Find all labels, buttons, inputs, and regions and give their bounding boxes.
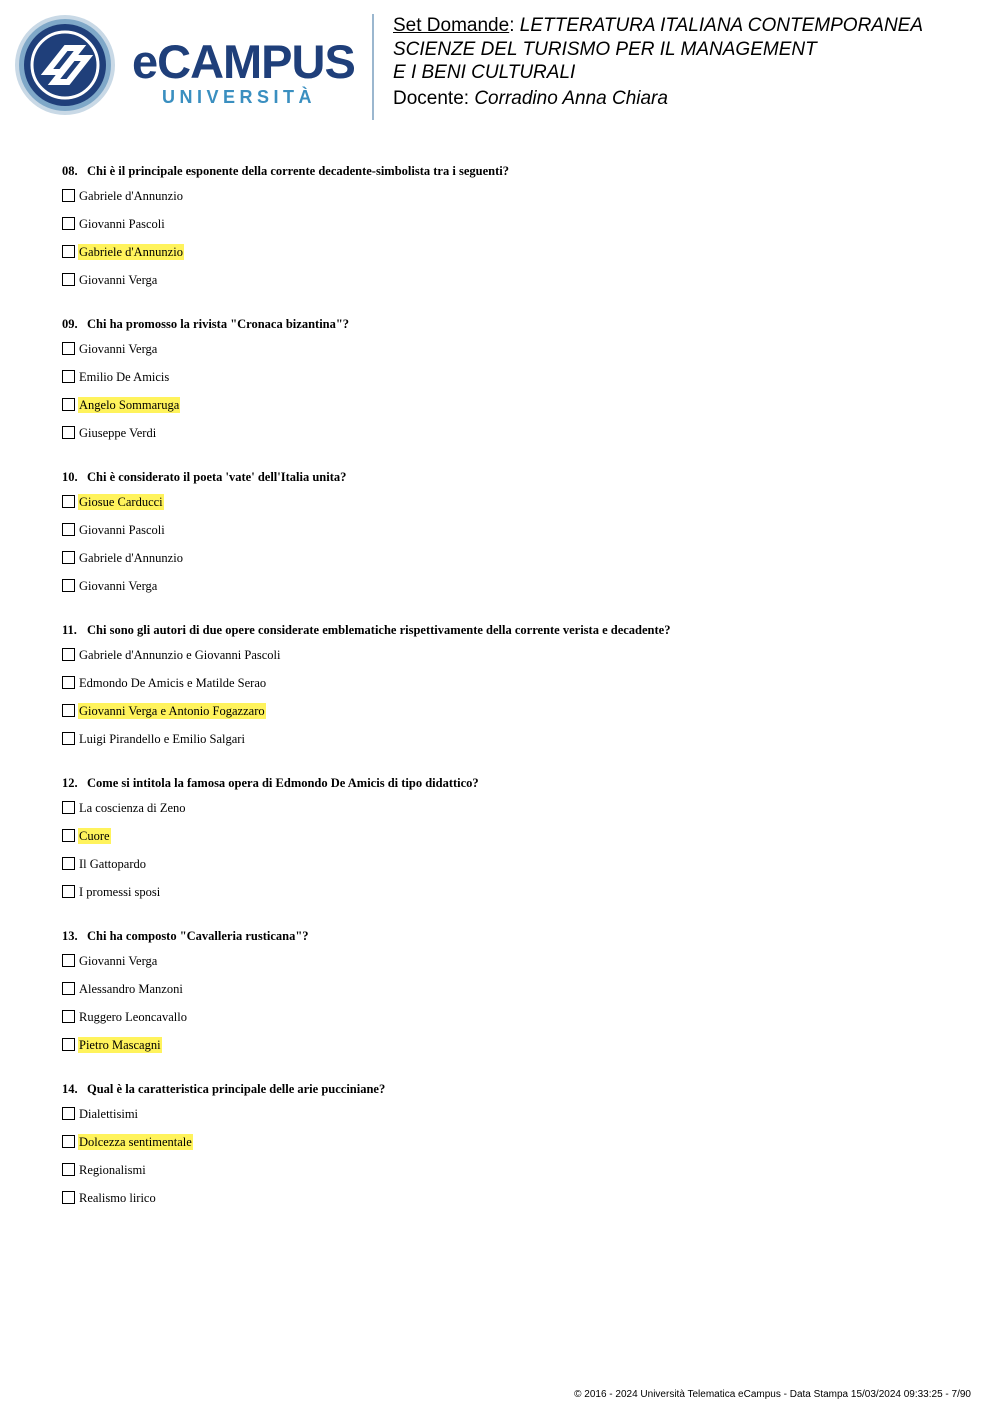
answer-option[interactable] <box>62 856 962 884</box>
answer-label: Emilio De Amicis <box>79 370 170 384</box>
checkbox[interactable] <box>62 1135 75 1148</box>
answer-options <box>62 341 962 453</box>
answer-label: Dialettisimi <box>79 1107 139 1121</box>
checkbox[interactable] <box>62 342 75 355</box>
answer-option[interactable] <box>62 1162 962 1190</box>
answer-option[interactable] <box>62 675 962 703</box>
question-title <box>62 315 962 333</box>
answer-option[interactable] <box>62 1134 962 1162</box>
checkbox[interactable] <box>62 732 75 745</box>
question-text: Chi è il principale esponente della corrente decadente-simbolista tra i seguenti? <box>87 164 509 178</box>
checkbox[interactable] <box>62 426 75 439</box>
docente-name: Corradino Anna Chiara <box>474 87 668 109</box>
answer-option[interactable] <box>62 1190 962 1218</box>
checkbox[interactable] <box>62 1038 75 1051</box>
question-number: 09. <box>62 317 78 331</box>
answer-option[interactable] <box>62 953 962 981</box>
checkbox[interactable] <box>62 885 75 898</box>
answer-option[interactable] <box>62 981 962 1009</box>
checkbox[interactable] <box>62 1010 75 1023</box>
answer-option[interactable] <box>62 578 962 606</box>
answer-label: Giovanni Verga <box>79 342 158 356</box>
checkbox[interactable] <box>62 551 75 564</box>
question-spacer <box>62 300 962 315</box>
question-text: Chi è considerato il poeta 'vate' dell'Italia unita? <box>87 470 347 484</box>
answer-option[interactable] <box>62 216 962 244</box>
answer-option[interactable] <box>62 731 962 759</box>
question-spacer <box>62 759 962 774</box>
course-title-line2: SCIENZE DEL TURISMO PER IL MANAGEMENT <box>393 38 817 60</box>
answer-option[interactable] <box>62 1106 962 1134</box>
answer-option[interactable] <box>62 884 962 912</box>
checkbox[interactable] <box>62 704 75 717</box>
answer-label: Giuseppe Verdi <box>79 426 157 440</box>
question-block <box>62 468 962 621</box>
course-title-line1: LETTERATURA ITALIANA CONTEMPORANEA <box>519 15 924 36</box>
header-divider <box>372 14 374 120</box>
answer-option[interactable] <box>62 341 962 369</box>
question-block <box>62 774 962 927</box>
course-title-line3: E I BENI CULTURALI <box>393 62 576 83</box>
answer-option[interactable] <box>62 1009 962 1037</box>
answer-label: Gabriele d'Annunzio <box>79 551 183 565</box>
answer-options <box>62 647 962 759</box>
question-text: Chi sono gli autori di due opere considerate emblematiche rispettivamente della corrente verista e decadente? <box>87 623 671 637</box>
correct-answer-label: Giovanni Verga e Antonio Fogazzaro <box>79 704 265 718</box>
answer-label: La coscienza di Zeno <box>79 801 186 815</box>
answer-option[interactable] <box>62 550 962 578</box>
answer-option[interactable] <box>62 522 962 550</box>
answer-options <box>62 800 962 912</box>
question-number: 10. <box>62 470 78 484</box>
checkbox[interactable] <box>62 370 75 383</box>
answer-option[interactable] <box>62 828 962 856</box>
question-spacer <box>62 912 962 927</box>
checkbox[interactable] <box>62 829 75 842</box>
question-spacer <box>62 1065 962 1080</box>
logo-subtitle: UNIVERSITÀ <box>162 87 317 107</box>
question-block <box>62 621 962 774</box>
question-block <box>62 927 962 1080</box>
question-text: Chi ha composto "Cavalleria rusticana"? <box>87 929 309 943</box>
question-block <box>62 315 962 468</box>
checkbox[interactable] <box>62 245 75 258</box>
answer-label: Giovanni Verga <box>79 954 158 968</box>
checkbox[interactable] <box>62 398 75 411</box>
answer-options <box>62 1106 962 1218</box>
answer-label: I promessi sposi <box>79 885 161 899</box>
answer-label: Edmondo De Amicis e Matilde Serao <box>79 676 267 690</box>
question-text: Qual è la caratteristica principale delle arie pucciniane? <box>87 1082 386 1096</box>
question-title <box>62 774 962 792</box>
correct-answer-label: Gabriele d'Annunzio <box>79 245 183 259</box>
checkbox[interactable] <box>62 982 75 995</box>
checkbox[interactable] <box>62 801 75 814</box>
answer-option[interactable] <box>62 272 962 300</box>
question-spacer <box>62 606 962 621</box>
answer-option[interactable] <box>62 1037 962 1065</box>
question-title <box>62 927 962 945</box>
question-number: 13. <box>62 929 78 943</box>
set-row <box>393 14 923 38</box>
correct-answer-label: Cuore <box>79 829 110 843</box>
checkbox[interactable] <box>62 273 75 286</box>
answer-option[interactable] <box>62 397 962 425</box>
checkbox[interactable] <box>62 189 75 202</box>
question-title <box>62 468 962 486</box>
question-number: 14. <box>62 1082 78 1096</box>
answer-option[interactable] <box>62 647 962 675</box>
answer-option[interactable] <box>62 703 962 731</box>
answer-options <box>62 494 962 606</box>
answer-label: Giovanni Pascoli <box>79 523 165 537</box>
question-title <box>62 162 962 180</box>
question-block <box>62 162 962 315</box>
ecampus-logo-icon <box>14 14 116 116</box>
question-title <box>62 621 962 639</box>
answer-label: Realismo lirico <box>79 1191 156 1205</box>
answer-label: Gabriele d'Annunzio e Giovanni Pascoli <box>79 648 281 662</box>
question-spacer <box>62 453 962 468</box>
answer-option[interactable] <box>62 369 962 397</box>
logo-wordmark: eCAMPUS <box>132 35 355 88</box>
answer-label: Ruggero Leoncavallo <box>79 1010 187 1024</box>
checkbox[interactable] <box>62 857 75 870</box>
course-info <box>393 14 923 110</box>
set-label: Set Domande <box>393 15 510 36</box>
question-number: 11. <box>62 623 77 637</box>
question-list <box>62 162 962 1233</box>
checkbox[interactable] <box>62 523 75 536</box>
answer-option[interactable] <box>62 425 962 453</box>
answer-label: Giovanni Verga <box>79 579 158 593</box>
correct-answer-label: Pietro Mascagni <box>79 1038 161 1052</box>
checkbox[interactable] <box>62 579 75 592</box>
answer-options <box>62 188 962 300</box>
answer-label: Luigi Pirandello e Emilio Salgari <box>79 732 245 746</box>
answer-options <box>62 953 962 1065</box>
checkbox[interactable] <box>62 1191 75 1204</box>
correct-answer-label: Angelo Sommaruga <box>79 398 180 412</box>
answer-option[interactable] <box>62 800 962 828</box>
page-header <box>0 0 1000 130</box>
answer-option[interactable] <box>62 244 962 272</box>
answer-option[interactable] <box>62 188 962 216</box>
checkbox[interactable] <box>62 648 75 661</box>
question-text: Chi ha promosso la rivista "Cronaca bizantina"? <box>87 317 350 331</box>
question-spacer <box>62 1218 962 1233</box>
docente-label: Docente: <box>393 87 470 109</box>
set-separator: : <box>509 15 515 36</box>
answer-label: Gabriele d'Annunzio <box>79 189 183 203</box>
answer-option[interactable] <box>62 494 962 522</box>
checkbox[interactable] <box>62 1107 75 1120</box>
question-title <box>62 1080 962 1098</box>
answer-label: Alessandro Manzoni <box>79 982 183 996</box>
checkbox[interactable] <box>62 495 75 508</box>
checkbox[interactable] <box>62 217 75 230</box>
answer-label: Il Gattopardo <box>79 857 146 871</box>
answer-label: Regionalismi <box>79 1163 146 1177</box>
checkbox[interactable] <box>62 954 75 967</box>
question-number: 08. <box>62 164 78 178</box>
checkbox[interactable] <box>62 1163 75 1176</box>
question-text: Come si intitola la famosa opera di Edmondo De Amicis di tipo didattico? <box>87 776 479 790</box>
answer-label: Giovanni Pascoli <box>79 217 165 231</box>
docente-row <box>393 87 923 111</box>
answer-label: Giovanni Verga <box>79 273 158 287</box>
correct-answer-label: Dolcezza sentimentale <box>79 1135 192 1149</box>
question-block <box>62 1080 962 1233</box>
question-number: 12. <box>62 776 78 790</box>
page-footer: © 2016 - 2024 Università Telematica eCampus - Data Stampa 15/03/2024 09:33:25 - 7/90 <box>574 1389 971 1400</box>
correct-answer-label: Giosue Carducci <box>79 495 163 509</box>
checkbox[interactable] <box>62 676 75 689</box>
